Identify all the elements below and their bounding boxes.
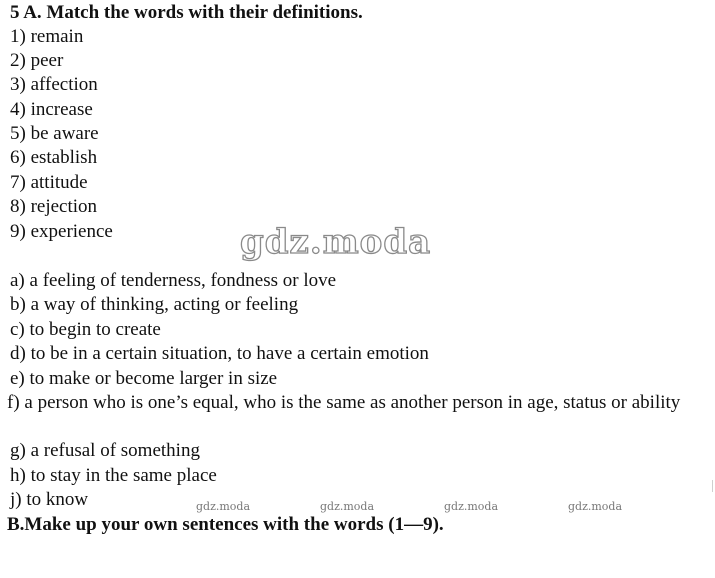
word-item-7: 7) attitude: [10, 172, 88, 193]
definition-j: j) to know: [10, 489, 89, 510]
watermark-small-4: gdz.moda: [568, 500, 623, 513]
word-item-6: 6) establish: [10, 147, 98, 168]
definition-d: d) to be in a certain situation, to have a certain emotion: [10, 343, 429, 364]
word-item-9: 9) experience: [10, 221, 113, 242]
watermark-small-1: gdz.moda: [196, 500, 251, 513]
word-item-8: 8) rejection: [10, 196, 98, 217]
task-a-title: 5 A. Match the words with their definitions.: [10, 2, 363, 23]
definition-b: b) a way of thinking, acting or feeling: [10, 294, 299, 315]
word-item-2: 2) peer: [10, 50, 64, 71]
definition-c: c) to begin to create: [10, 319, 161, 340]
definition-h: h) to stay in the same place: [10, 465, 217, 486]
watermark-small-3: gdz.moda: [444, 500, 499, 513]
word-item-5: 5) be aware: [10, 123, 99, 144]
word-item-1: 1) remain: [10, 26, 84, 47]
word-item-4: 4) increase: [10, 99, 93, 120]
task-b-title: B.Make up your own sentences with the words (1—9).: [7, 514, 444, 535]
definition-g: g) a refusal of something: [10, 440, 200, 461]
word-item-3: 3) affection: [10, 74, 98, 95]
definition-e: e) to make or become larger in size: [10, 368, 278, 389]
page-edge-mark: [712, 480, 713, 492]
definition-a: a) a feeling of tenderness, fondness or love: [10, 270, 337, 291]
watermark-logo: gdz.moda: [240, 222, 432, 262]
definition-f: f) a person who is one’s equal, who is the same as another person in age, status or ability: [7, 392, 681, 413]
watermark-small-2: gdz.moda: [320, 500, 375, 513]
